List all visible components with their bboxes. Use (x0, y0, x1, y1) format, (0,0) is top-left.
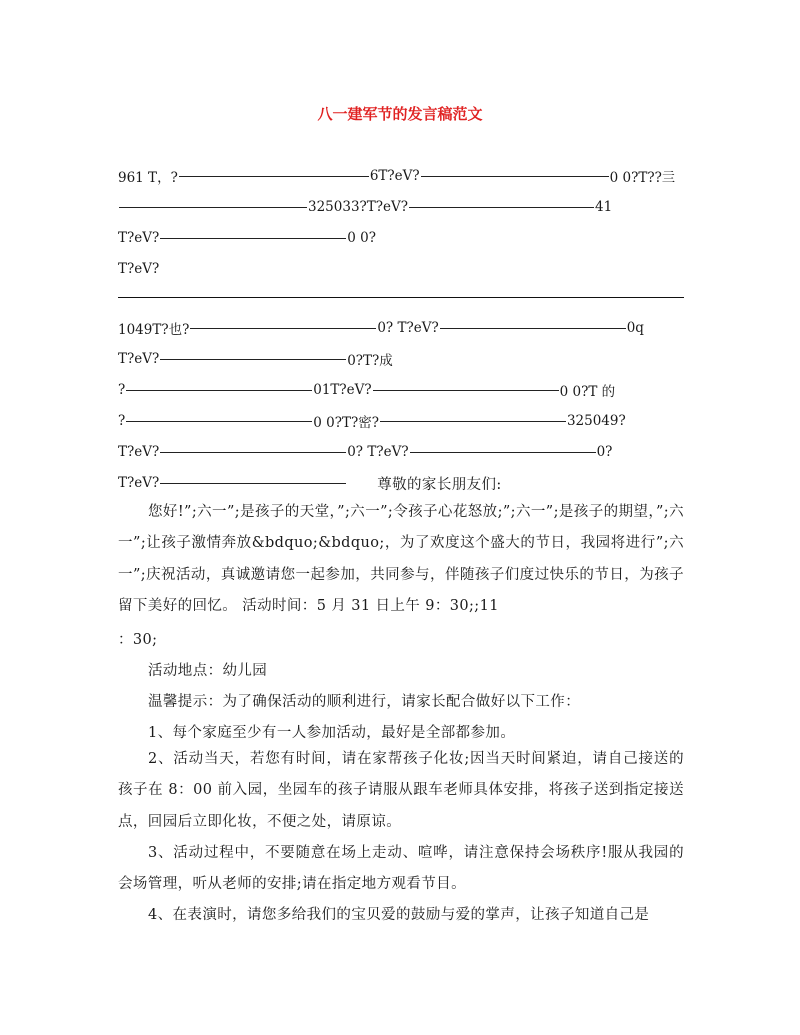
form-row-1 (118, 166, 675, 186)
form-cell: 01T?eV? (313, 382, 372, 398)
form-rule (410, 452, 596, 453)
form-cell: 325033?T?eV? (308, 199, 408, 215)
paragraph-location: 活动地点：幼儿园 (148, 663, 268, 679)
form-cell: 0q (626, 320, 644, 336)
document-title: 八一建军节的发言稿范文 (317, 105, 483, 123)
form-cell: T?eV? (118, 475, 160, 491)
form-rule (373, 390, 559, 391)
form-cell: 0? (596, 444, 613, 460)
form-rule (409, 207, 594, 208)
section-divider (118, 297, 684, 298)
paragraph-item-2: 2、活动当天，若您有时间，请在家帮孩子化妆;因当天时间紧迫，请自己接送的孩子在 8：00 前入园，坐园车的孩子请服从跟车老师具体安排，将孩子送到指定接送点，回园后立即化妆，不便之处，请原谅。 (118, 751, 684, 830)
form-cell: 1049T?也? (118, 322, 190, 338)
form-cell: 0 0?T?密? (313, 415, 379, 431)
paragraph-item-3: 3、活动过程中，不要随意在场上走动、喧哗，请注意保持会场秩序!服从我园的会场管理，听从老师的安排;请在指定地方观看节目。 (118, 845, 684, 893)
form-cell: 0 0? (347, 230, 376, 246)
form-cell: T?eV? (118, 351, 160, 367)
form-row-7 (118, 380, 615, 400)
form-cell: 325049? (566, 413, 626, 429)
form-cell: T?eV? (118, 261, 160, 277)
form-cell: 0? T?eV? (347, 444, 409, 460)
form-rule (179, 176, 369, 177)
form-rule (126, 421, 312, 422)
form-row-9 (118, 442, 612, 462)
form-rule (421, 176, 609, 177)
form-rule (160, 452, 346, 453)
form-cell: ? (118, 382, 126, 398)
form-cell: 41 (595, 199, 613, 215)
form-row-3 (118, 228, 376, 248)
paragraph-item-1: 1、每个家庭至少有一人参加活动，最好是全部都参加。 (148, 725, 516, 741)
form-rule (119, 207, 307, 208)
form-row-4 (118, 259, 159, 279)
paragraph-tips: 温馨提示：为了确保活动的顺利进行，请家长配合做好以下工作： (148, 694, 581, 710)
form-rule (160, 238, 346, 239)
form-cell: 0? T?eV? (377, 320, 439, 336)
form-rule (190, 328, 376, 329)
form-row-2 (118, 197, 612, 217)
form-row-10 (118, 473, 502, 493)
form-cell: 961 T，? (118, 170, 178, 186)
greeting: 尊敬的家长朋友们: (377, 476, 502, 493)
form-cell: ? (118, 413, 126, 429)
form-rule (440, 328, 626, 329)
form-cell: 0?T?成 (347, 353, 393, 369)
form-cell: 6T?eV? (369, 168, 420, 184)
form-rule (126, 390, 312, 391)
form-row-5 (118, 318, 644, 338)
form-rule (380, 421, 566, 422)
form-cell: T?eV? (118, 230, 160, 246)
form-row-8 (118, 411, 626, 431)
form-cell: 0 0?T 的 (559, 384, 616, 400)
form-cell: T?eV? (118, 444, 160, 460)
form-cell: 0 0?T??亖 (609, 170, 676, 186)
paragraph-item-4: 4、在表演时，请您多给我们的宝贝爱的鼓励与爱的掌声，让孩子知道自己是 (148, 907, 650, 923)
form-row-6 (118, 349, 393, 369)
paragraph-time-tail: ：30; (118, 632, 158, 648)
form-rule (160, 359, 346, 360)
form-rule (160, 483, 346, 484)
paragraph-invitation: 您好!”;六一”;是孩子的天堂，”;六一”;令孩子心花怒放;”;六一”;是孩子的期望，”;六一”;让孩子激情奔放&bdquo;&bdquo;，为了欢度这个盛大的节日，我园将进行”;六一”;庆祝活动，真诚邀请您一起参加，共同参与，伴随孩子们度过快乐的节日，为孩子留下美好的回忆。 活动时间：5 月 31 日上午 9：30;;11 (118, 504, 684, 614)
